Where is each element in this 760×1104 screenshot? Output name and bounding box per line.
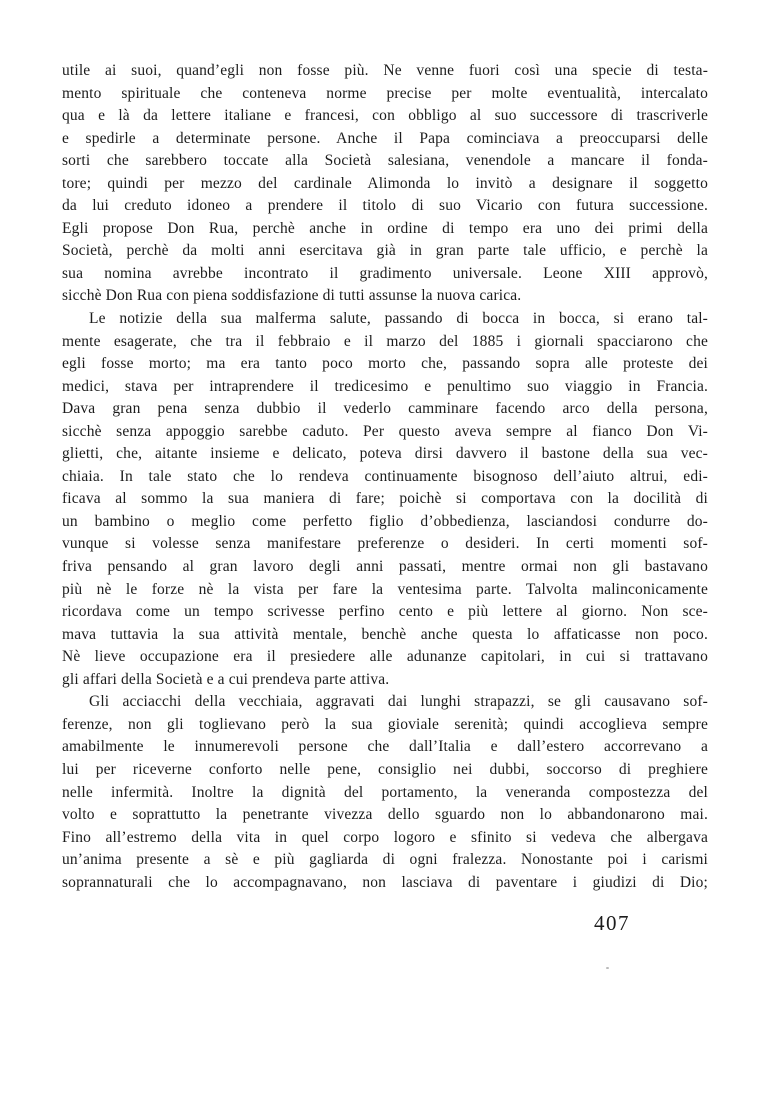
text-line: sicchè Don Rua con piena soddisfazione di tutti assunse la nuova carica. <box>62 287 522 305</box>
text-line: soprannaturali che lo accompagnavano, non lasciava di paventare i giudizi di Dio; <box>62 873 708 891</box>
text-line: mava tuttavia la sua attività mentale, benchè anche questa lo affaticasse non poco. <box>62 625 708 643</box>
text-line: nelle infermità. Inoltre la dignità del portamento, la veneranda compostezza del <box>62 783 708 801</box>
text-line: sicchè senza appoggio sarebbe caduto. Per questo aveva sempre al fianco Don Vi- <box>62 422 708 440</box>
text-line: un’anima presente a sè e più gagliarda di ogni fralezza. Nonostante poi i carismi <box>62 851 708 869</box>
text-line: tore; quindi per mezzo del cardinale Alimonda lo invitò a designare il soggetto <box>62 174 708 192</box>
text-line: sorti che sarebbero toccate alla Società salesiana, venendole a mancare il fonda- <box>62 152 708 170</box>
page-number: 407 <box>594 911 630 935</box>
text-line: chiaia. In tale stato che lo rendeva continuamente bisognoso dell’aiuto altrui, edi- <box>62 467 708 485</box>
text-line: da lui creduto idoneo a prendere il titolo di suo Vicario con futura successione. <box>62 197 708 215</box>
text-line: medici, stava per intraprendere il tredicesimo e penultimo suo viaggio in Francia. <box>62 377 708 395</box>
text-line: mento spirituale che conteneva norme precise per molte eventualità, intercalato <box>62 84 708 102</box>
text-line: Le notizie della sua malferma salute, passando di bocca in bocca, si erano tal- <box>89 310 708 328</box>
text-line: amabilmente le innumerevoli persone che dall’Italia e dall’estero accorrevano a <box>62 738 708 756</box>
text-line: mente esagerate, che tra il febbraio e il marzo del 1885 i giornali spacciarono che <box>62 332 708 350</box>
text-block <box>62 60 708 894</box>
text-line: utile ai suoi, quand’egli non fosse più. Ne venne fuori così una specie di testa- <box>62 62 708 79</box>
text-line: Egli propose Don Rua, perchè anche in ordine di tempo era uno dei primi della <box>62 219 708 237</box>
text-line: Fino all’estremo della vita in quel corpo logoro e sfinito si vedeva che albergava <box>62 828 708 846</box>
text-line: ficava al sommo la sua maniera di fare; poichè si comportava con la docilità di <box>62 490 708 508</box>
text-line: glietti, che, aitante insieme e delicato, poteva dirsi davvero il bastone della sua vec- <box>62 445 708 463</box>
text-line: egli fosse morto; ma era tanto poco morto che, passando sopra alle proteste dei <box>62 355 708 373</box>
text-line: lui per riceverne conforto nelle pene, consiglio nei dubbi, soccorso di preghiere <box>62 760 708 778</box>
text-line: ferenze, non gli toglievano però la sua gioviale serenità; quindi accoglieva sempre <box>62 715 708 733</box>
text-line: qua e là da lettere italiane e francesi, con obbligo al suo successore di trascriverle <box>62 107 708 125</box>
scan-speck <box>606 967 609 969</box>
text-line: Gli acciacchi della vecchiaia, aggravati dai lunghi strapazzi, se gli causavano sof- <box>89 693 708 711</box>
text-line: Nè lieve occupazione era il presiedere alle adunanze capitolari, in cui si trattavano <box>62 648 708 666</box>
text-line: un bambino o meglio come perfetto figlio d’obbedienza, lasciandosi condurre do- <box>62 512 708 530</box>
text-line: gli affari della Società e a cui prendeva parte attiva. <box>62 670 390 688</box>
text-line: e spedirle a determinate persone. Anche il Papa cominciava a preoccuparsi delle <box>62 129 708 147</box>
text-line: Società, perchè da molti anni esercitava già in gran parte tale ufficio, e perchè la <box>62 242 708 260</box>
text-line: volto e soprattutto la penetrante vivezza dello sguardo non lo abbandonarono mai. <box>62 806 708 824</box>
text-line: Dava gran pena senza dubbio il vederlo camminare facendo arco della persona, <box>62 400 708 418</box>
text-line: sua nomina avrebbe incontrato il gradimento universale. Leone XIII approvò, <box>62 264 708 282</box>
text-line: friva pensando al gran lavoro degli anni passati, mentre ormai non gli bastavano <box>62 558 708 576</box>
text-line: vunque si volesse senza manifestare preferenze o desideri. In certi momenti sof- <box>62 535 708 553</box>
text-line: ricordava come un tempo scrivesse perfino cento e più lettere al giorno. Non sce- <box>62 603 708 621</box>
text-line: più nè le forze nè la vista per fare la ventesima parte. Talvolta malinconicamente <box>62 580 708 598</box>
